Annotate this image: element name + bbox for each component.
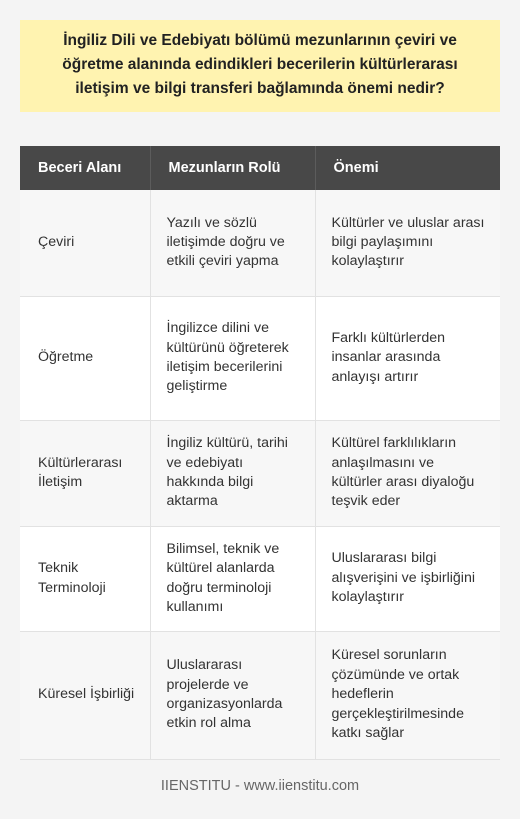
table-header-row <box>20 146 500 190</box>
question-banner <box>20 20 500 112</box>
skills-table <box>20 146 500 760</box>
header-beceri-alani: Beceri Alanı <box>20 146 150 190</box>
cell-role: İngilizce dilini ve kültürünü öğreterek iletişim becerilerini geliştirme <box>150 296 315 420</box>
table-row <box>20 190 500 296</box>
cell-role: Uluslararası projelerde ve organizasyonlarda etkin rol alma <box>150 631 315 759</box>
cell-area: Çeviri <box>20 190 150 296</box>
cell-importance: Küresel sorunların çözümünde ve ortak hedeflerin gerçekleştirilmesinde katkı sağlar <box>315 631 500 759</box>
cell-area: Kültürlerarası İletişim <box>20 420 150 526</box>
table-row <box>20 420 500 526</box>
table-row <box>20 526 500 631</box>
cell-role: Bilimsel, teknik ve kültürel alanlarda doğru terminoloji kullanımı <box>150 526 315 631</box>
cell-role: İngiliz kültürü, tarihi ve edebiyatı hakkında bilgi aktarma <box>150 420 315 526</box>
cell-area: Öğretme <box>20 296 150 420</box>
header-mezunlarin-rolu: Mezunların Rolü <box>150 146 315 190</box>
question-title: İngiliz Dili ve Edebiyatı bölümü mezunlarının çeviri ve öğretme alanında edindikleri becerilerin kültürlerarası iletişim ve bilgi transferi bağlamında önemi nedir? <box>62 32 458 97</box>
cell-importance: Kültürel farklılıkların anlaşılmasını ve kültürler arası diyaloğu teşvik eder <box>315 420 500 526</box>
cell-importance: Farklı kültürlerden insanlar arasında anlayışı artırır <box>315 296 500 420</box>
cell-role: Yazılı ve sözlü iletişimde doğru ve etkili çeviri yapma <box>150 190 315 296</box>
cell-importance: Kültürler ve uluslar arası bilgi paylaşımını kolaylaştırır <box>315 190 500 296</box>
cell-area: Küresel İşbirliği <box>20 631 150 759</box>
table-row <box>20 631 500 759</box>
cell-importance: Uluslararası bilgi alışverişini ve işbirliğini kolaylaştırır <box>315 526 500 631</box>
cell-area: Teknik Terminoloji <box>20 526 150 631</box>
header-onemi: Önemi <box>315 146 500 190</box>
footer-credit: IIENSTITU - www.iienstitu.com <box>160 778 360 794</box>
table-row <box>20 296 500 420</box>
